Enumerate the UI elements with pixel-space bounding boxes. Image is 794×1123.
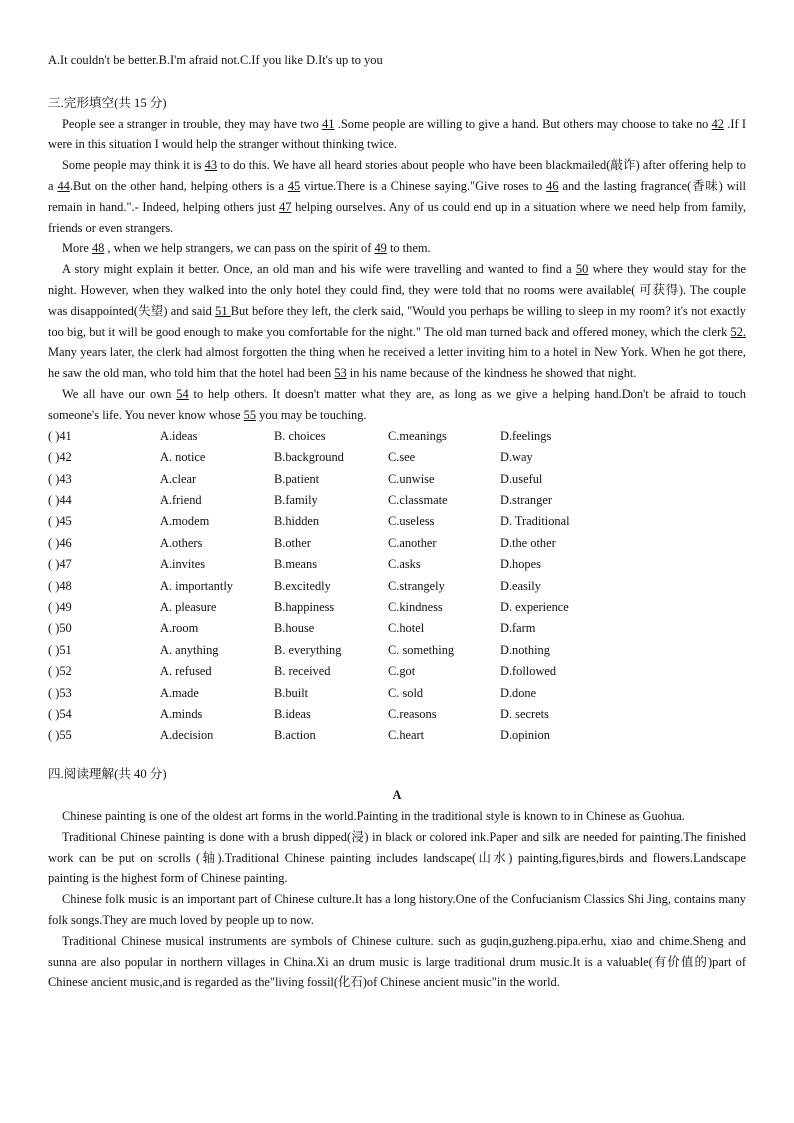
passage-text: where they would stay for the night. However, when they walked into the only hotel they could find, they were told that no rooms were available( 可获得). The couple was disappointed(失望) and said	[48, 262, 746, 318]
option-b: B. choices	[274, 428, 326, 443]
blank-number: 45	[287, 178, 301, 193]
blank-number: 48	[91, 241, 105, 256]
blank-number: 43	[204, 158, 218, 173]
option-c: C.asks	[388, 557, 421, 572]
option-c: C. sold	[388, 685, 424, 700]
passage-text: helping ourselves. Any of us could end up in a situation where we need help from family, friends or even strangers.	[48, 199, 746, 235]
cloze-paragraph	[48, 384, 746, 426]
question-row	[48, 468, 746, 489]
question-row	[48, 533, 746, 554]
passage-text: .Some people are willing to give a hand. But others may choose to take no	[334, 116, 712, 131]
option-c: C.see	[388, 450, 416, 465]
passage-text: Some people may think it is	[62, 158, 205, 173]
option-b: B.other	[274, 535, 311, 550]
option-a: A.decision	[160, 728, 214, 743]
option-c: C.hotel	[388, 621, 425, 636]
option-c: C.useless	[388, 514, 435, 529]
option-b: B.patient	[274, 471, 320, 486]
option-d: D.way	[500, 450, 533, 465]
option-c: C.classmate	[388, 493, 448, 508]
passage-text: More	[62, 241, 92, 256]
cloze-passage	[48, 114, 746, 426]
blank-number: 41	[322, 116, 335, 131]
option-a: A.minds	[160, 706, 203, 721]
question-number: ( )50	[48, 621, 72, 636]
question-row	[48, 490, 746, 511]
option-b: B.house	[274, 621, 315, 636]
option-d: D.easily	[500, 578, 541, 593]
question-row	[48, 511, 746, 532]
blank-number: 47	[279, 199, 292, 214]
question-row	[48, 426, 746, 447]
question-row	[48, 447, 746, 468]
option-d: D. experience	[500, 599, 569, 614]
question-number: ( )54	[48, 706, 72, 721]
question-row	[48, 661, 746, 682]
option-c: C.got	[388, 664, 416, 679]
question-number: ( )43	[48, 471, 72, 486]
section3-title: 三.完形填空(共 15 分)	[48, 95, 167, 110]
option-b: B.excitedly	[274, 578, 331, 593]
question-row	[48, 597, 746, 618]
question-row	[48, 575, 746, 596]
passage-text: We all have our own	[62, 386, 177, 401]
option-c: C. something	[388, 642, 455, 657]
question-number: ( )52	[48, 664, 72, 679]
passage-text: and the lasting fragrance(香味) will remain in hand.".- Indeed, helping others just	[48, 178, 746, 214]
option-a: A. pleasure	[160, 599, 217, 614]
blank-number: 54	[176, 386, 189, 401]
reading-paragraph: Traditional Chinese painting is done with a brush dipped(浸) in black or colored ink.Paper and silk are needed for painting.The finished work can be put on scrolls (轴).Traditional Chinese painting includes landscape(山水) painting,figures,birds and flowers.Landscape painting is the highest form of Chinese painting.	[48, 829, 746, 886]
option-b: B.built	[274, 685, 309, 700]
option-d: D.the other	[500, 535, 556, 550]
option-b: B.hidden	[274, 514, 320, 529]
question-number: ( )46	[48, 535, 72, 550]
question-number: ( )47	[48, 557, 72, 572]
option-d: D.opinion	[500, 728, 550, 743]
question-number: ( )55	[48, 728, 72, 743]
section4-title: 四.阅读理解(共 40 分)	[48, 767, 167, 782]
cloze-paragraph	[48, 155, 746, 238]
reading-paragraph: Chinese painting is one of the oldest art forms in the world.Painting in the traditional style is known to in Chinese as Guohua.	[62, 809, 685, 823]
cloze-question-list	[48, 426, 746, 747]
option-d: D.nothing	[500, 642, 550, 657]
option-c: C.strangely	[388, 578, 445, 593]
option-a: A.made	[160, 685, 199, 700]
option-c: C.another	[388, 535, 437, 550]
passage-text: virtue.There is a Chinese saying."Give roses to	[300, 178, 547, 193]
question-number: ( )48	[48, 578, 72, 593]
passage-text: .If I were in this situation I would help the stranger without thinking twice.	[48, 116, 747, 152]
question-number: ( )49	[48, 599, 72, 614]
option-d: D.useful	[500, 471, 543, 486]
option-d: D.stranger	[500, 493, 552, 508]
option-c: C.reasons	[388, 706, 437, 721]
option-a: A.invites	[160, 557, 206, 572]
option-a: A.clear	[160, 471, 197, 486]
option-d: D.feelings	[500, 428, 552, 443]
option-b: B.family	[274, 493, 318, 508]
blank-number: 46	[546, 178, 559, 193]
option-d: D.done	[500, 685, 537, 700]
passage-text: you may be touching.	[256, 407, 367, 422]
option-b: B.happiness	[274, 599, 335, 614]
passage-text: But before they left, the clerk said, "Would you perhaps be willing to sleep in my room? it's not exactly too big, but it will be good enough to make you comfortable for the night." The old man turned back and offered money, which the clerk	[48, 303, 746, 339]
option-c: C.unwise	[388, 471, 435, 486]
answer-options-line: A.It couldn't be better.B.I'm afraid not.C.If you like D.It's up to you	[48, 53, 383, 67]
option-c: C.meanings	[388, 428, 447, 443]
option-a: A.friend	[160, 493, 202, 508]
passage-label: A	[392, 788, 402, 803]
option-d: D.farm	[500, 621, 536, 636]
option-a: A. importantly	[160, 578, 233, 593]
passage-text: in his name because of the kindness he showed that night.	[346, 366, 637, 381]
question-row	[48, 639, 746, 660]
option-b: B.ideas	[274, 706, 311, 721]
option-d: D. Traditional	[500, 514, 570, 529]
question-row	[48, 618, 746, 639]
option-b: B. received	[274, 664, 331, 679]
blank-number: 49	[374, 241, 387, 256]
option-b: B.background	[274, 450, 344, 465]
option-d: D.followed	[500, 664, 557, 679]
reading-paragraph: Chinese folk music is an important part of Chinese culture.It has a long history.One of the Confucianism Classics Shi Jing, contains many folk songs.They are much loved by people up to now.	[48, 892, 746, 927]
cloze-paragraph	[48, 259, 746, 384]
passage-text: , when we help strangers, we can pass on the spirit of	[104, 241, 375, 256]
passage-text: to do this. We have all heard stories about people who have been blackmailed(敲诈) after offering help to a	[48, 158, 746, 193]
question-row	[48, 704, 746, 725]
question-number: ( )41	[48, 428, 72, 443]
option-d: D. secrets	[500, 706, 549, 721]
question-number: ( )42	[48, 450, 72, 465]
option-a: A. anything	[160, 642, 219, 657]
option-a: A.ideas	[160, 428, 198, 443]
blank-number: 51	[215, 303, 231, 318]
passage-text: People see a stranger in trouble, they may have two	[62, 116, 323, 131]
passage-text: A story might explain it better. Once, an old man and his wife were travelling and wanted to find a	[62, 262, 576, 277]
question-number: ( )51	[48, 642, 72, 657]
option-b: B.action	[274, 728, 316, 743]
option-a: A. refused	[160, 664, 212, 679]
question-row	[48, 682, 746, 703]
passage-text: to them.	[386, 241, 431, 256]
question-row	[48, 554, 746, 575]
blank-number: 55	[243, 407, 257, 422]
question-number: ( )44	[48, 493, 72, 508]
option-b: B.means	[274, 557, 318, 572]
option-d: D.hopes	[500, 557, 541, 572]
reading-paragraph: Traditional Chinese musical instruments are symbols of Chinese culture. such as guqin,guzheng.pipa.erhu, xiao and chime.Sheng and sunna are also popular in northern villages in China.Xi an drum music is large traditional drum music.It is a valuable(有价值的)part of Chinese ancient music,and is regarded as the"living fossil(化石)of Chinese ancient music"in the world.	[48, 933, 746, 990]
exam-page	[48, 50, 746, 993]
blank-number: 44	[57, 178, 70, 193]
blank-number: 52.	[730, 324, 746, 339]
option-b: B. everything	[274, 642, 342, 657]
reading-passage	[48, 806, 746, 993]
option-a: A.modem	[160, 514, 210, 529]
option-c: C.kindness	[388, 599, 443, 614]
passage-text: .But on the other hand, helping others is a	[69, 178, 288, 193]
blank-number: 53	[334, 366, 347, 381]
option-c: C.heart	[388, 728, 425, 743]
cloze-paragraph	[48, 114, 746, 156]
option-a: A.room	[160, 621, 199, 636]
option-a: A. notice	[160, 450, 206, 465]
cloze-paragraph	[48, 238, 746, 259]
passage-text: Many years later, the clerk had almost forgotten the thing when he received a letter inviting him to a hotel in New York. When he got there, he saw the old man, who told him that the hotel had been	[48, 345, 746, 381]
blank-number: 50	[575, 262, 589, 277]
question-number: ( )45	[48, 514, 72, 529]
option-a: A.others	[160, 535, 203, 550]
blank-number: 42	[711, 116, 724, 131]
question-row	[48, 725, 746, 746]
question-number: ( )53	[48, 685, 72, 700]
passage-text: to help others. It doesn't matter what they are, as long as we give a helping hand.Don't be afraid to touch someone's life. You never know whose	[48, 386, 747, 422]
